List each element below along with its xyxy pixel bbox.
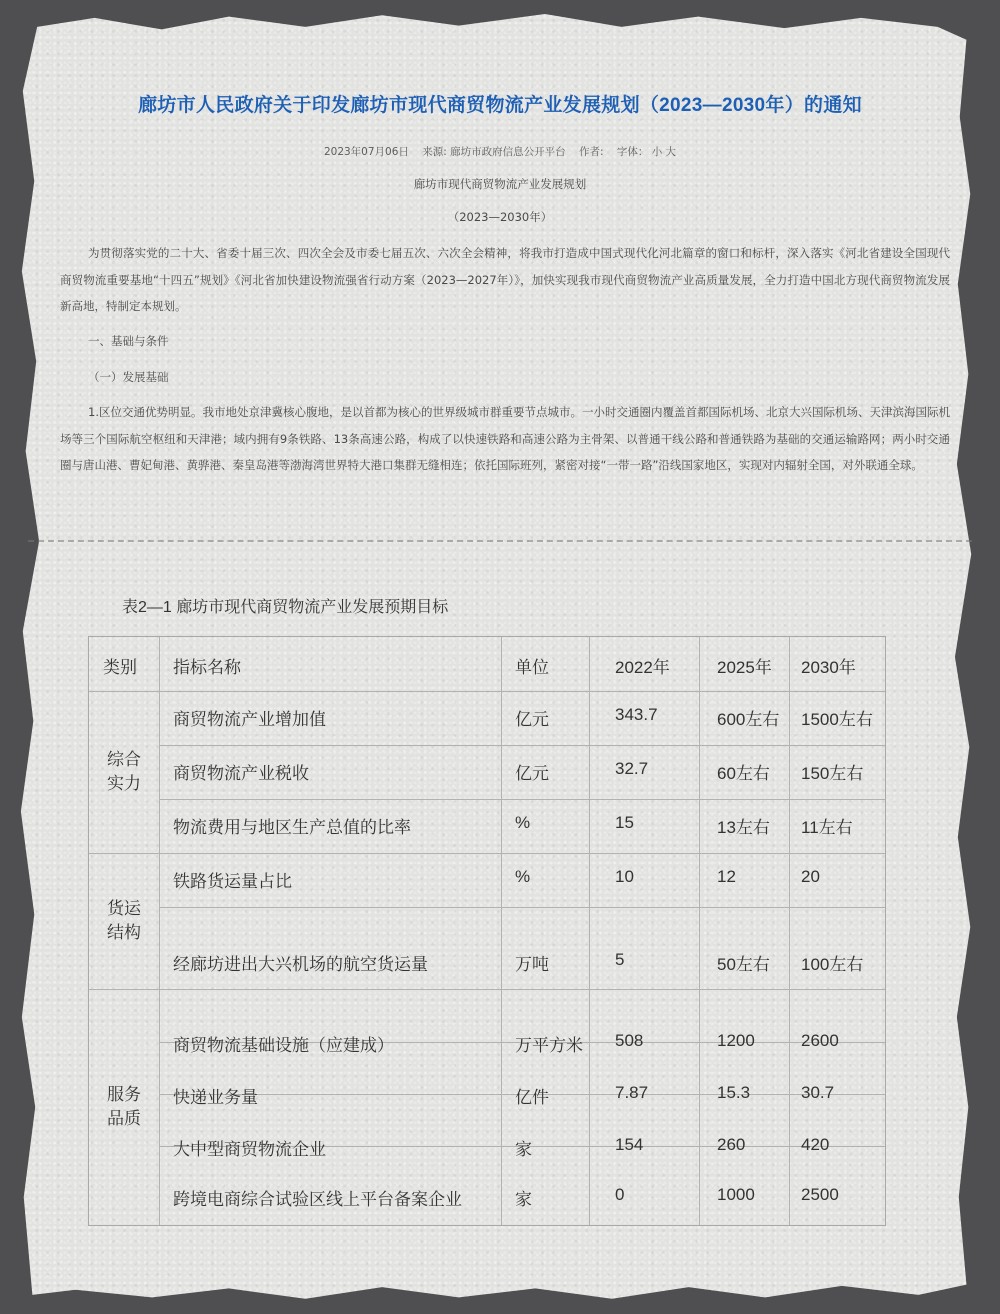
table-row-divider [159, 907, 885, 908]
intro-paragraph: 为贯彻落实党的二十大、省委十届三次、四次全会及市委七届五次、六次全会精神，将我市打造成中国式现代化河北篇章的窗口和标杆，深入落实《河北省建设全国现代商贸物流重要基地“十四五”规划》《河北省加快建设物流强省行动方案（2023—2027年）》，加快实现我市现代商贸物流产业高质量发展，全力打造中国北方现代商贸物流发展新高地，特制定本规划。 [60, 246, 950, 313]
table-value-cell: 家 [515, 1190, 532, 1209]
table-column-divider [789, 637, 790, 1225]
table-value-cell: % [515, 867, 531, 886]
table-value-cell: 154 [615, 1135, 644, 1154]
table-row-divider [89, 691, 885, 692]
table-value-cell: 2500 [801, 1185, 839, 1204]
table-value-cell: 1000 [717, 1185, 755, 1204]
table-value-cell: 1500左右 [801, 710, 873, 729]
table-column-divider [699, 637, 700, 1225]
notice-title: 廊坊市人民政府关于印发廊坊市现代商贸物流产业发展规划（2023—2030年）的通知 [138, 95, 862, 116]
table-value-cell: 0 [615, 1185, 625, 1204]
source: 来源: 廊坊市政府信息公开平台 [422, 146, 566, 158]
table-header-cell: 类别 [103, 658, 137, 677]
table-category-cell: 服务 品质 [107, 1085, 141, 1128]
subsection-heading: （一）发展基础 [88, 370, 169, 384]
font-size-switch[interactable]: 字体： 小 大 [616, 146, 677, 158]
plan-name: 廊坊市现代商贸物流产业发展规划 [413, 177, 587, 191]
section-heading: 一、基础与条件 [88, 334, 169, 348]
table-value-cell: 150左右 [801, 764, 864, 783]
table-header-cell: 2025年 [717, 658, 772, 677]
table-value-cell: 10 [615, 867, 634, 886]
table-value-cell: 亿元 [515, 764, 549, 783]
table-value-cell: 7.87 [615, 1083, 649, 1102]
table-value-cell: 13左右 [717, 818, 770, 837]
table-header-cell: 2030年 [801, 658, 856, 677]
table-caption: 表2—1 廊坊市现代商贸物流产业发展预期目标 [122, 599, 449, 616]
targets-table [88, 636, 886, 1226]
table-indicator-cell: 商贸物流基础设施（应建成） [173, 1036, 394, 1055]
table-value-cell: 15.3 [717, 1083, 751, 1102]
table-indicator-cell: 铁路货运量占比 [173, 872, 292, 891]
point-paragraph: 1.区位交通优势明显。我市地处京津冀核心腹地，是以首都为核心的世界级城市群重要节点城市。一小时交通圈内覆盖首都国际机场、北京大兴国际机场、天津滨海国际机场等三个国际航空枢纽和天津港；域内拥有9条铁路、13条高速公路，构成了以快速铁路和高速公路为主骨架、以普通干线公路和普通铁路为基础的交通运输路网；两小时交通圈与唐山港、曹妃甸港、黄骅港、秦皇岛港等渤海湾世界特大港口集群无缝相连；依托国际班列，紧密对接“一带一路”沿线国家地区，实现对内辐射全国，对外联通全球。 [60, 405, 950, 472]
table-value-cell: 1200 [717, 1031, 755, 1050]
table-value-cell: 亿件 [515, 1088, 549, 1107]
table-indicator-cell: 商贸物流产业增加值 [173, 710, 326, 729]
table-indicator-cell: 经廊坊进出大兴机场的航空货运量 [173, 955, 428, 974]
table-row-divider [159, 799, 885, 800]
table-value-cell: 家 [515, 1140, 532, 1159]
table-value-cell: % [515, 813, 531, 832]
plan-years: （2023—2030年） [447, 210, 553, 224]
table-value-cell: 5 [615, 950, 625, 969]
table-indicator-cell: 跨境电商综合试验区线上平台备案企业 [173, 1190, 462, 1209]
table-value-cell: 30.7 [801, 1083, 835, 1102]
table-value-cell: 2600 [801, 1031, 839, 1050]
table-value-cell: 亿元 [515, 710, 549, 729]
table-category-cell: 货运 结构 [107, 899, 141, 942]
table-value-cell: 260 [717, 1135, 746, 1154]
table-value-cell: 11左右 [801, 818, 853, 837]
table-value-cell: 15 [615, 813, 634, 832]
table-header-cell: 指标名称 [173, 658, 241, 677]
table-indicator-cell: 大中型商贸物流企业 [173, 1140, 326, 1159]
table-value-cell: 60左右 [717, 764, 770, 783]
table-value-cell: 50左右 [717, 955, 770, 974]
table-indicator-cell: 物流费用与地区生产总值的比率 [173, 818, 411, 837]
table-header-cell: 2022年 [615, 658, 670, 677]
publish-date: 2023年07月06日 [323, 146, 409, 158]
table-value-cell: 600左右 [717, 710, 780, 729]
table-row-divider [89, 853, 885, 854]
table-indicator-cell: 商贸物流产业税收 [173, 764, 309, 783]
table-category-cell: 综合 实力 [107, 750, 141, 793]
table-row-divider [159, 745, 885, 746]
table-value-cell: 100左右 [801, 955, 864, 974]
table-indicator-cell: 快递业务量 [173, 1088, 258, 1107]
article-meta [0, 144, 1000, 159]
table-value-cell: 万吨 [515, 955, 549, 974]
table-value-cell: 32.7 [615, 759, 649, 778]
table-row-divider [89, 989, 885, 990]
table-value-cell: 20 [801, 867, 820, 886]
table-header-cell: 单位 [515, 658, 549, 677]
table-value-cell: 万平方米 [515, 1036, 583, 1055]
table-value-cell: 508 [615, 1031, 644, 1050]
table-column-divider [159, 637, 160, 1225]
table-value-cell: 420 [801, 1135, 830, 1154]
table-value-cell: 343.7 [615, 705, 658, 724]
author: 作者: [578, 146, 604, 158]
table-column-divider [501, 637, 502, 1225]
table-column-divider [589, 637, 590, 1225]
table-value-cell: 12 [717, 867, 736, 886]
tear-line [28, 540, 972, 546]
